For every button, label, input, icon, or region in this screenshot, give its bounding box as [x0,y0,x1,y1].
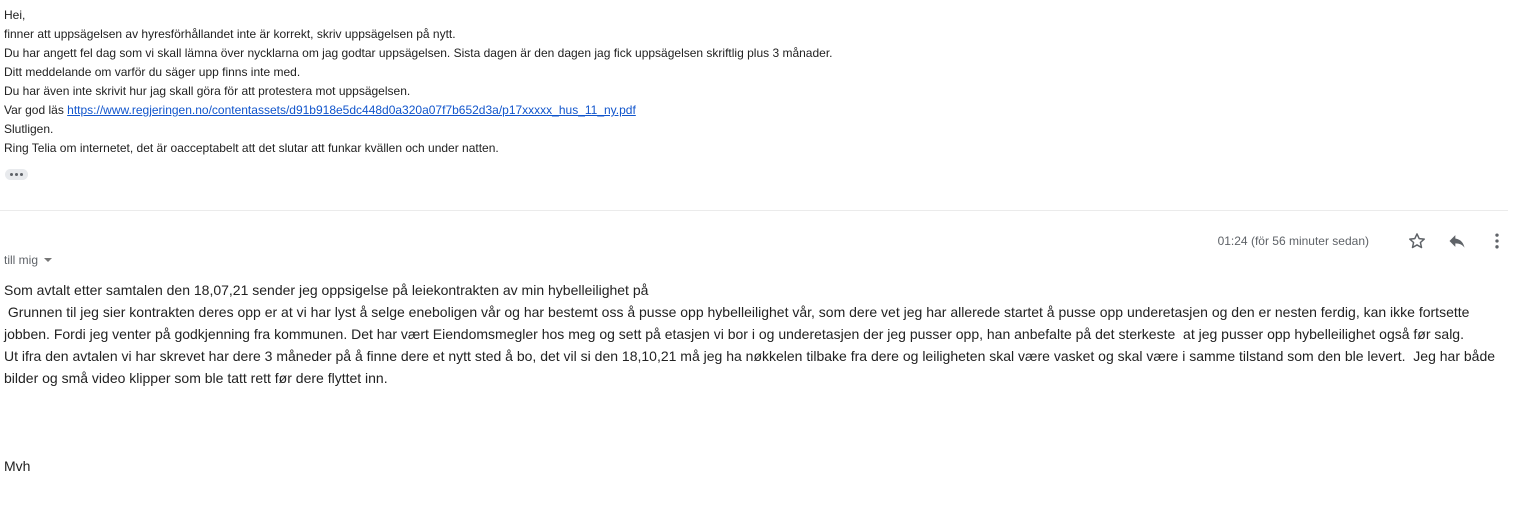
previous-message-line: Hei, [4,8,26,22]
ellipsis-icon [20,173,23,176]
message-divider [0,210,1508,211]
ellipsis-icon [10,173,13,176]
message-paragraph: Ut ifra den avtalen vi har skrevet har dere 3 måneder på å finne dere et nytt sted å bo, det vil si den 18,10,21 må jeg ha nøkkelen tilbake fra dere og leiligheten skal være vasket og skal være i samme tilstand som den ble levert. Jeg har både bilder og små video klipper som ble tatt rett før dere flyttet inn. [4,348,1496,386]
ellipsis-icon [15,173,18,176]
message-timestamp: 01:24 (för 56 minuter sedan) [1217,234,1369,248]
more-options-button[interactable] [1485,229,1509,253]
regjeringen-pdf-link[interactable]: https://www.regjeringen.no/contentassets/d91b918e5dc448d0a320a07f7b652d3a/p17xxxxx_hus_11_ny.pdf [67,103,636,117]
recipient-dropdown[interactable] [4,253,52,267]
reply-button[interactable] [1445,229,1469,253]
reply-icon [1447,231,1467,251]
previous-message-line: Ring Telia om internetet, det är oacceptabelt att det slutar att funkar kvällen och under natten. [4,141,499,155]
previous-message-line: Slutligen. [4,122,54,136]
previous-message-line: finner att uppsägelsen av hyresförhållandet inte är korrekt, skriv uppsägelsen på nytt. [4,27,456,41]
previous-message-line: Du har även inte skrivit hur jag skall göra för att protestera mot uppsägelsen. [4,84,411,98]
message-paragraph: Som avtalt etter samtalen den 18,07,21 sender jeg oppsigelse på leiekontrakten av min hybelleilighet på [4,282,649,298]
star-icon [1407,231,1427,251]
star-button[interactable] [1405,229,1429,253]
more-vert-icon [1487,231,1507,251]
message-actions [1218,229,1509,253]
previous-message-line: Du har angett fel dag som vi skall lämna över nycklarna om jag godtar uppsägelsen. Sista dagen är den dagen jag fick uppsägelsen skriftlig plus 3 månader. [4,46,833,60]
show-trimmed-content-button[interactable] [5,169,28,180]
link-prefix: Var god läs [4,103,68,117]
recipient-label: till mig [4,253,39,267]
message-paragraph: Grunnen til jeg sier kontrakten deres opp er at vi har lyst å selge eneboligen vår og har bestemt oss å pusse opp hybelleilighet vår, som dere vet jeg har allerede startet å pusse opp underetasjen og den er nesten ferdig, kan ikke fortsette jobben. Fordi jeg venter på godkjenning fra kommunen. Det har vært Eiendomsmegler hos meg og sett på etasjen vi bor i og underetasjen der jeg pusser opp, han anbefalte på det sterkeste at jeg pusser opp hybelleilighet også før salg. [4,304,1470,342]
message-body [4,279,1510,389]
signature: Mvh [4,458,31,474]
previous-message-body [4,6,1004,158]
previous-message-link-line [4,101,1004,120]
previous-message-line: Ditt meddelande om varför du säger upp finns inte med. [4,65,301,79]
caret-down-icon [44,258,52,262]
